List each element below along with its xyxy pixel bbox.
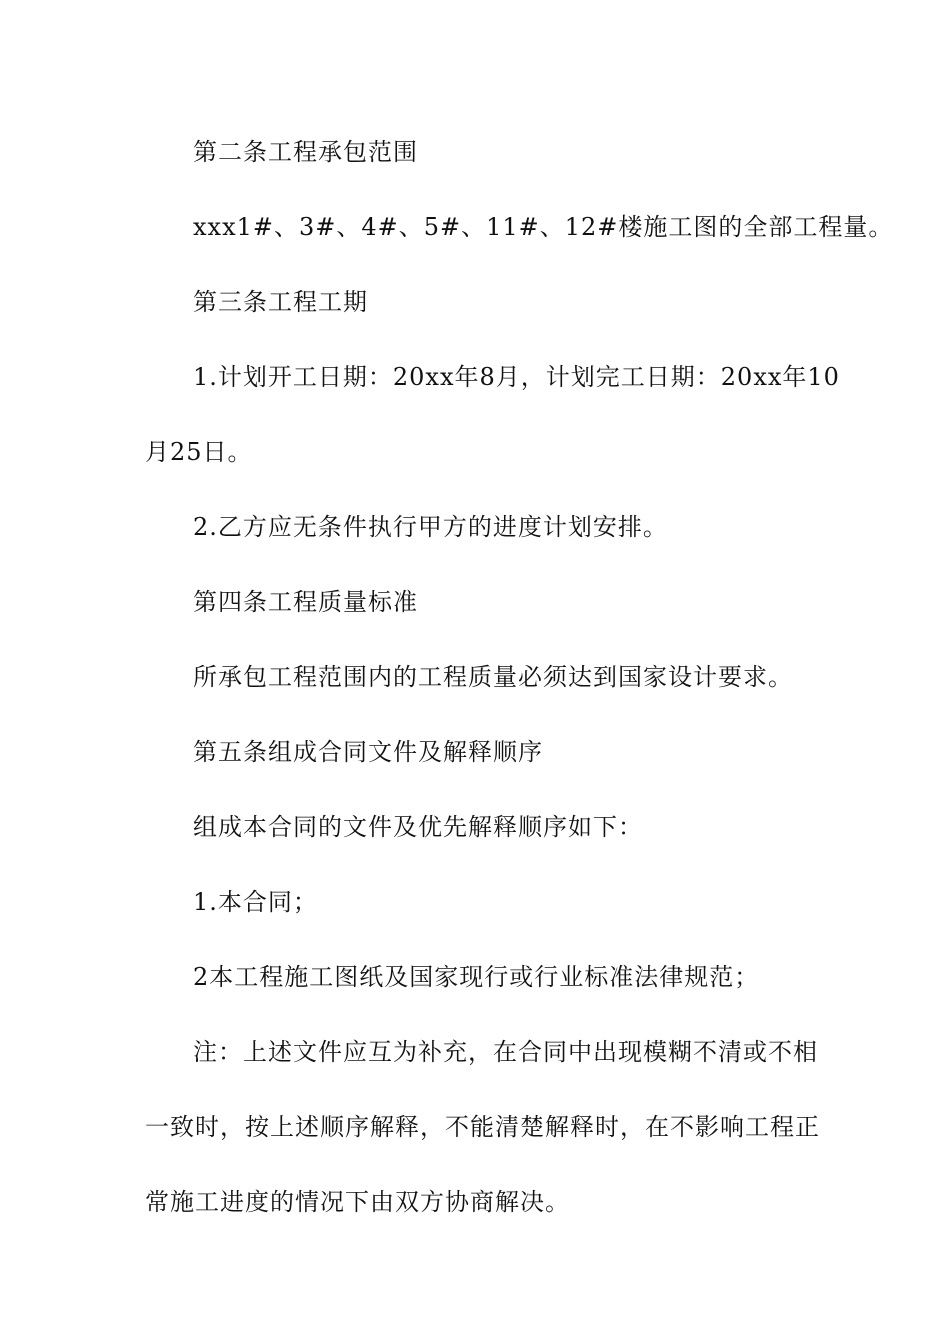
section-heading-2: 第二条工程承包范围 — [193, 138, 418, 166]
section-heading-5: 第五条组成合同文件及解释顺序 — [193, 738, 543, 766]
paragraph-schedule-1a: 1.计划开工日期：20xx年8月，计划完工日期：20xx年10 — [193, 363, 840, 391]
note-line-3: 常施工进度的情况下由双方协商解决。 — [145, 1188, 570, 1216]
note-line-2: 一致时，按上述顺序解释，不能清楚解释时，在不影响工程正 — [145, 1113, 820, 1141]
list-item-2: 2本工程施工图纸及国家现行或行业标准法律规范； — [193, 963, 760, 991]
section-heading-3: 第三条工程工期 — [193, 288, 368, 316]
paragraph-schedule-2: 2.乙方应无条件执行甲方的进度计划安排。 — [193, 513, 668, 541]
note-line-1: 注：上述文件应互为补充，在合同中出现模糊不清或不相 — [193, 1038, 818, 1066]
section-heading-4: 第四条工程质量标准 — [193, 588, 418, 616]
paragraph-order-intro: 组成本合同的文件及优先解释顺序如下： — [193, 813, 643, 841]
paragraph-quality: 所承包工程范围内的工程质量必须达到国家设计要求。 — [193, 663, 793, 691]
paragraph-schedule-1b: 月25日。 — [145, 438, 253, 466]
list-item-1: 1.本合同； — [193, 888, 318, 916]
paragraph-scope: xxx1#、3#、4#、5#、11#、12#楼施工图的全部工程量。 — [193, 213, 894, 241]
